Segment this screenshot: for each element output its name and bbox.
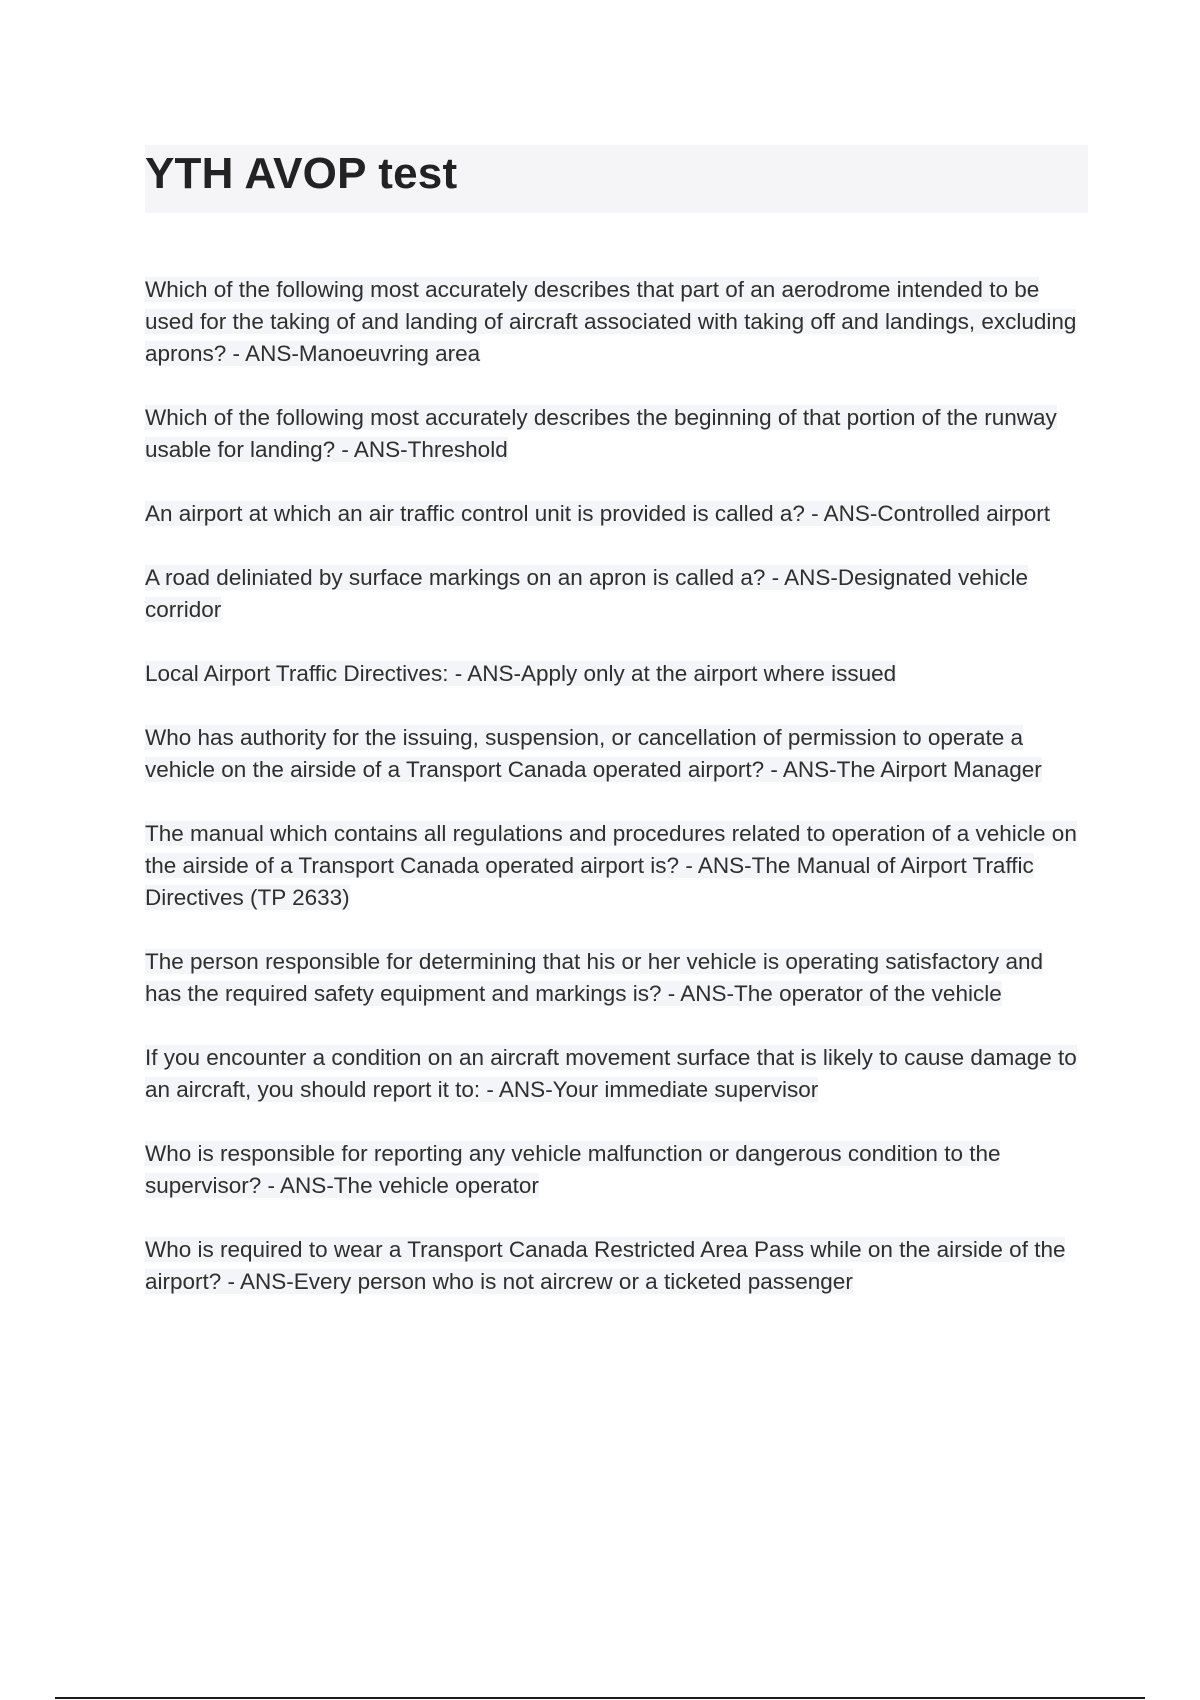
page-bottom-rule <box>55 1697 1145 1699</box>
qa-item <box>145 722 1080 786</box>
qa-item-text: Which of the following most accurately describes the beginning of that portion of the runway usable for landing? - ANS-Threshold <box>145 405 1057 462</box>
page-title: YTH AVOP test <box>145 149 458 198</box>
qa-item-text: If you encounter a condition on an aircraft movement surface that is likely to cause damage to an aircraft, you should report it to: - ANS-Your immediate supervisor <box>145 1045 1077 1102</box>
qa-item-text: Local Airport Traffic Directives: - ANS-Apply only at the airport where issued <box>145 661 897 686</box>
qa-item-text: A road deliniated by surface markings on an apron is called a? - ANS-Designated vehicle corridor <box>145 565 1029 622</box>
qa-item <box>145 658 1080 690</box>
qa-item-text: Who is required to wear a Transport Canada Restricted Area Pass while on the airside of the airport? - ANS-Every person who is not aircrew or a ticketed passenger <box>145 1237 1066 1294</box>
qa-item <box>145 402 1080 466</box>
qa-item <box>145 498 1080 530</box>
title-bar <box>145 145 1088 213</box>
qa-item-text: An airport at which an air traffic control unit is provided is called a? - ANS-Controlled airport <box>145 501 1051 526</box>
qa-item <box>145 1234 1080 1298</box>
qa-item-text: Who is responsible for reporting any vehicle malfunction or dangerous condition to the supervisor? - ANS-The vehicle operator <box>145 1141 1001 1198</box>
qa-item-text: Which of the following most accurately describes that part of an aerodrome intended to be used for the taking of and landing of aircraft associated with taking off and landings, excluding aprons? - ANS-Manoeuvring area <box>145 277 1077 366</box>
qa-item <box>145 1042 1080 1106</box>
qa-item <box>145 274 1080 370</box>
qa-item <box>145 1138 1080 1202</box>
qa-item-text: The person responsible for determining that his or her vehicle is operating satisfactory and has the required safety equipment and markings is? - ANS-The operator of the vehicle <box>145 949 1043 1006</box>
qa-item-text: The manual which contains all regulations and procedures related to operation of a vehicle on the airside of a Transport Canada operated airport is? - ANS-The Manual of Airport Traffic Directives (TP 2633) <box>145 821 1077 910</box>
qa-item <box>145 562 1080 626</box>
qa-item <box>145 946 1080 1010</box>
qa-list <box>145 274 1080 1330</box>
qa-item-text: Who has authority for the issuing, suspension, or cancellation of permission to operate a vehicle on the airside of a Transport Canada operated airport? - ANS-The Airport Manager <box>145 725 1042 782</box>
qa-item <box>145 818 1080 914</box>
